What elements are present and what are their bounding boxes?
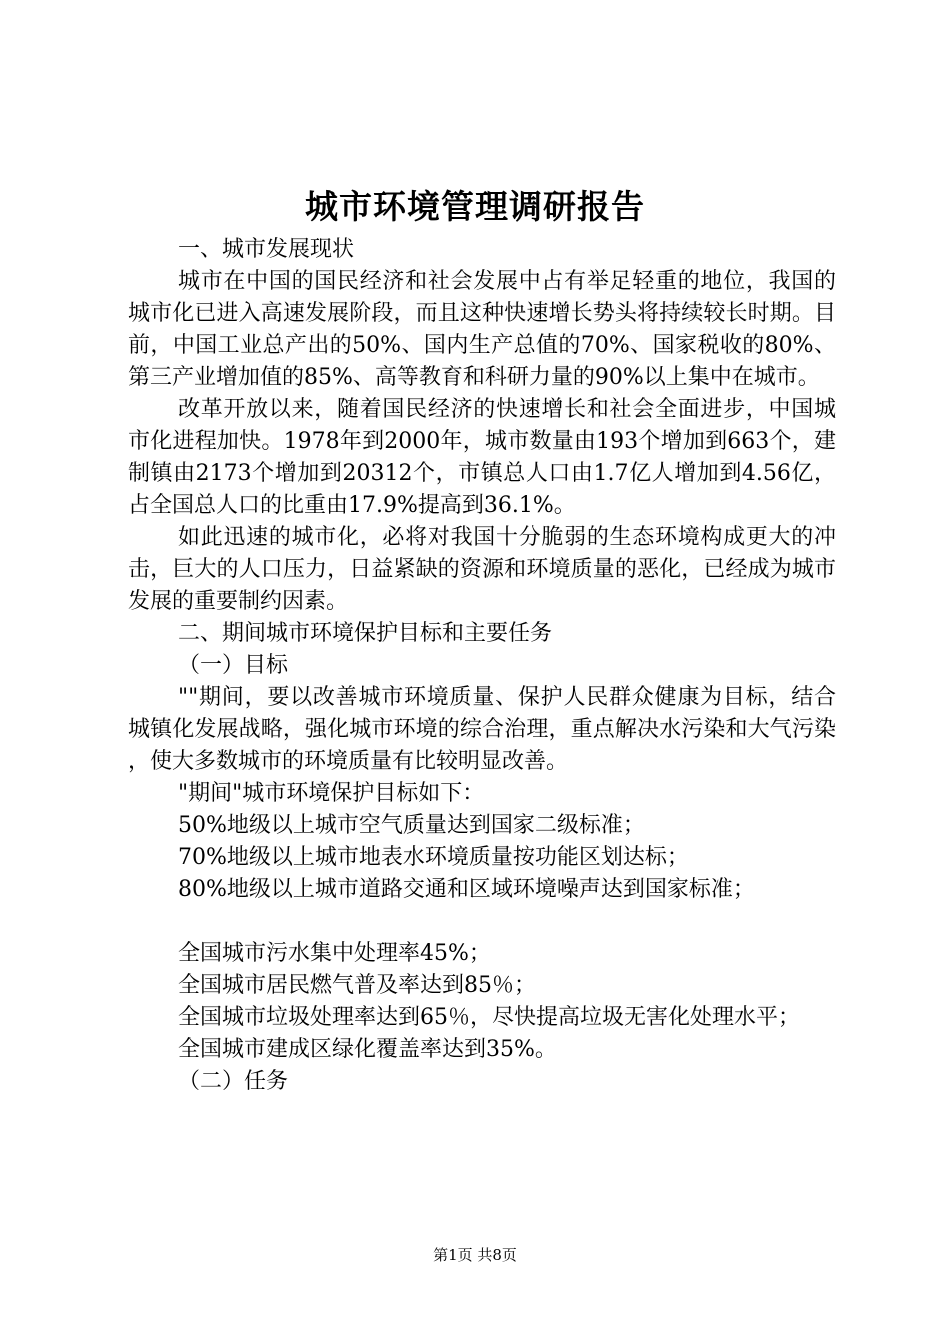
document-title: 城市环境管理调研报告 bbox=[305, 187, 645, 226]
document-body bbox=[128, 234, 836, 1098]
paragraph: 如此迅速的城市化，必将对我国十分脆弱的生态环境构成更大的冲击，巨大的人口压力，日益紧缺的资源和环境质量的恶化，已经成为城市发展的重要制约因素。 bbox=[128, 525, 836, 614]
paragraph: 城市在中国的国民经济和社会发展中占有举足轻重的地位，我国的城市化已进入高速发展阶段，而且这种快速增长势头将持续较长时期。目前，中国工业总产出的50%、国内生产总值的70%、国家税收的80%、第三产业增加值的85%、高等教育和科研力量的90%以上集中在城市。 bbox=[128, 269, 836, 390]
subsection-heading-tasks: （二）任务 bbox=[178, 1069, 289, 1094]
paragraph: ""期间，要以改善城市环境质量、保护人民群众健康为目标，结合城镇化发展战略，强化城市环境的综合治理，重点解决水污染和大气污染，使大多数城市的环境质量有比较明显改善。 bbox=[128, 685, 836, 774]
section-heading-2: 二、期间城市环境保护目标和主要任务 bbox=[178, 621, 553, 646]
goal-item: 70%地级以上城市地表水环境质量按功能区划达标； bbox=[178, 845, 689, 870]
subsection-heading-goals: （一）目标 bbox=[178, 653, 289, 678]
goal-item: 全国城市垃圾处理率达到65％，尽快提高垃圾无害化处理水平； bbox=[178, 1005, 800, 1030]
section-heading-1: 一、城市发展现状 bbox=[178, 237, 355, 262]
paragraph: "期间"城市环境保护目标如下： bbox=[178, 781, 485, 806]
page-footer: 第1页 共8页 bbox=[433, 1246, 517, 1264]
goal-item: 80%地级以上城市道路交通和区域环境噪声达到国家标准； bbox=[178, 877, 755, 902]
paragraph: 改革开放以来，随着国民经济的快速增长和社会全面进步，中国城市化进程加快。1978年到2000年，城市数量由193个增加到663个，建制镇由2173个增加到20312个，市镇总人口由1.7亿人增加到4.56亿，占全国总人口的比重由17.9%提高到36.1%。 bbox=[128, 397, 836, 518]
goal-item: 全国城市污水集中处理率45%； bbox=[178, 941, 491, 966]
blank-line bbox=[128, 906, 836, 938]
goal-item: 全国城市居民燃气普及率达到85％； bbox=[178, 973, 536, 998]
goal-item: 全国城市建成区绿化覆盖率达到35%。 bbox=[178, 1037, 557, 1062]
goal-item: 50%地级以上城市空气质量达到国家二级标准； bbox=[178, 813, 645, 838]
